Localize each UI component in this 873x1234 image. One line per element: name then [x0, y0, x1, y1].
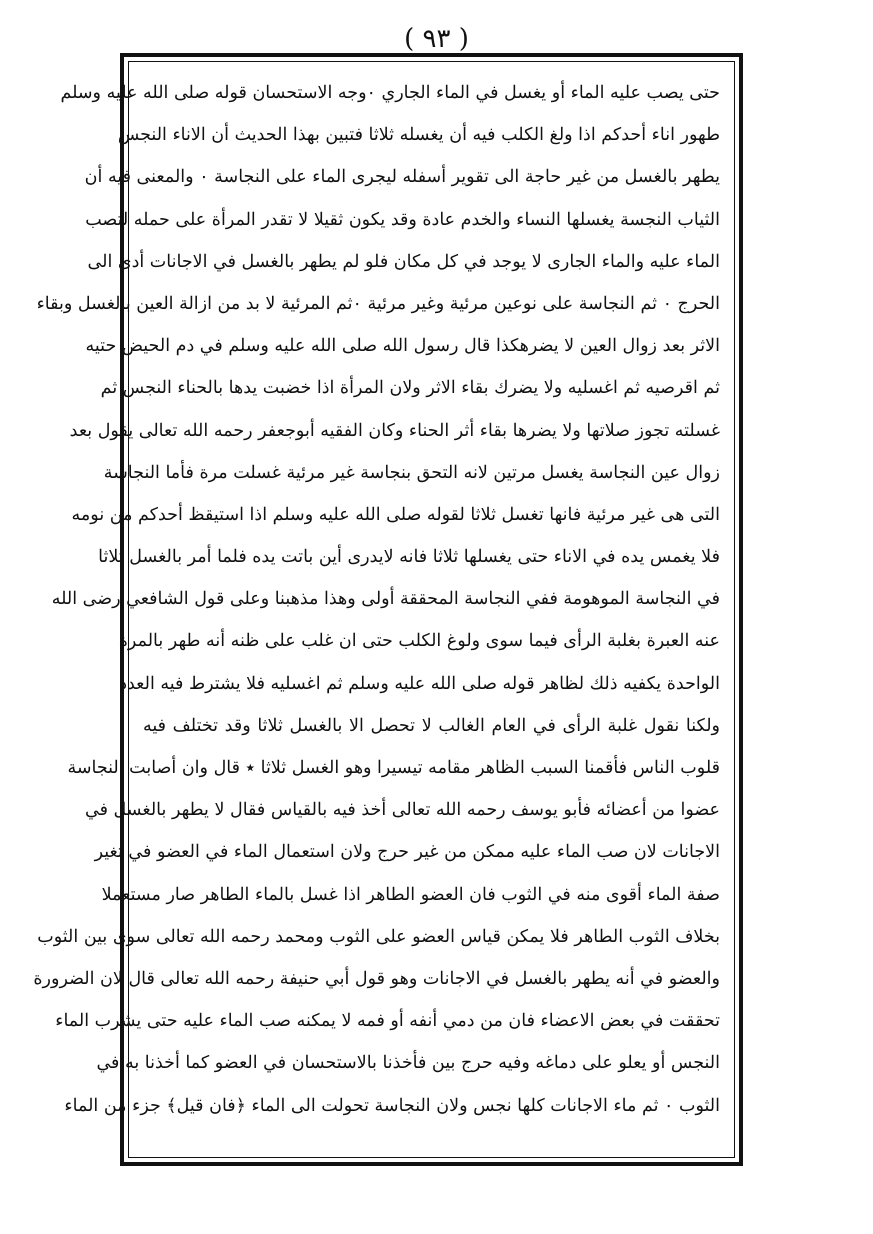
text-line: في النجاسة الموهومة ففي النجاسة المحققة أولى وهذا مذهبنا وعلى قول الشافعي رضى الله: [51, 589, 720, 610]
text-line: صفة الماء أقوى منه في الثوب فان العضو الطاهر اذا غسل بالماء الطاهر صار مستعملا: [101, 884, 720, 905]
text-line: حتى يصب عليه الماء أو يغسل في الماء الجاري ٠وجه الاستحسان قوله صلى الله عليه وسلم: [60, 83, 720, 103]
text-line: الاثر بعد زوال العين لا يضرهكذا قال رسول الله صلى الله عليه وسلم في دم الحيض حتيه: [85, 336, 720, 357]
text-line: الثياب النجسة يغسلها النساء والخدم عادة وقد يكون ثقيلا لا تقدر المرأة على حمله لتصب: [85, 209, 720, 230]
text-line: غسلته تجوز صلاتها ولا يضرها بقاء أثر الحناء وكان الفقيه أبوجعفر رحمه الله تعالى يقول بعد: [69, 420, 720, 441]
text-line: الواحدة يكفيه ذلك لظاهر قوله صلى الله عليه وسلم ثم اغسليه فلا يشترط فيه العدد: [119, 673, 720, 694]
page-frame: [33, 53, 743, 1166]
text-line: تحققت في بعض الاعضاء فان من دمي أنفه أو فمه لا يمكنه صب الماء عليه حتى يشرب الماء: [55, 1011, 720, 1032]
text-line: بخلاف الثوب الطاهر فلا يمكن قياس العضو على الثوب ومحمد رحمه الله تعالى سوى بين الثوب: [37, 926, 720, 947]
text-line: الماء عليه والماء الجارى لا يوجد في كل مكان فلو لم يطهر بالغسل في الاجانات أدى الى: [87, 251, 720, 272]
text-line: عضوا من أعضائه فأبو يوسف رحمه الله تعالى أخذ فيه بالقياس فقال لا يطهر بالغسل في: [85, 800, 720, 821]
text-line: الاجانات لان صب الماء عليه ممكن من غير حرج ولان استعمال الماء في العضو في تغير: [94, 842, 720, 863]
page-frame-inner: [33, 61, 735, 1158]
text-line: الثوب ٠ ثم ماء الاجانات كلها نجس ولان النجاسة تحولت الى الماء ﴿فان قيل﴾ جزء من الماء: [64, 1095, 720, 1116]
text-line: قلوب الناس فأقمنا السبب الظاهر مقامه تيسيرا وهو الغسل ثلاثا ٭ قال وان أصابت النجاسة: [67, 758, 720, 778]
text-line: زوال عين النجاسة يغسل مرتين لانه التحق بنجاسة غير مرئية غسلت مرة فأما النجاسة: [103, 462, 720, 483]
text-line: ولكنا نقول غلبة الرأى في العام الغالب لا تحصل الا بالغسل ثلاثا وقد تختلف فيه: [143, 715, 720, 736]
text-line: والعضو في أنه يطهر بالغسل في الاجانات وهو قول أبي حنيفة رحمه الله تعالى قال لان الضرورة: [33, 968, 720, 989]
text-line: طهور اناء أحدكم اذا ولغ الكلب فيه أن يغسله ثلاثا فتبين بهذا الحديث أن الاناء النجس: [117, 125, 720, 146]
text-line: ثم اقرصيه ثم اغسليه ولا يضرك بقاء الاثر ولان المرأة اذا خضبت يدها بالحناء النجس ثم: [100, 378, 720, 399]
text-line: عنه العبرة بغلبة الرأى فيما سوى ولوغ الكلب حتى ان غلب على ظنه أنه طهر بالمرة: [118, 631, 720, 652]
text-line: الحرج ٠ ثم النجاسة على نوعين مرئية وغير مرئية ٠ثم المرئية لا بد من ازالة العين بالغسل وبقاء: [36, 293, 720, 314]
text-line: يطهر بالغسل من غير حاجة الى تقوير أسفله ليجرى الماء على النجاسة ٠ والمعنى فيه أن: [84, 167, 720, 188]
text-line: التى هى غير مرئية فانها تغسل ثلاثا لقوله صلى الله عليه وسلم اذا استيقظ أحدكم من نومه: [71, 504, 720, 525]
text-line: النجس أو يعلو على دماغه وفيه حرج بين فأخذنا بالاستحسان في العضو كما أخذنا به في: [96, 1053, 720, 1074]
page-number: ( ٩٣ ): [404, 24, 469, 54]
text-line: فلا يغمس يده في الاناء حتى يغسلها ثلاثا فانه لايدرى أين باتت يده فلما أمر بالغسل ثلاثا: [98, 547, 720, 568]
text-body: [33, 72, 720, 1147]
